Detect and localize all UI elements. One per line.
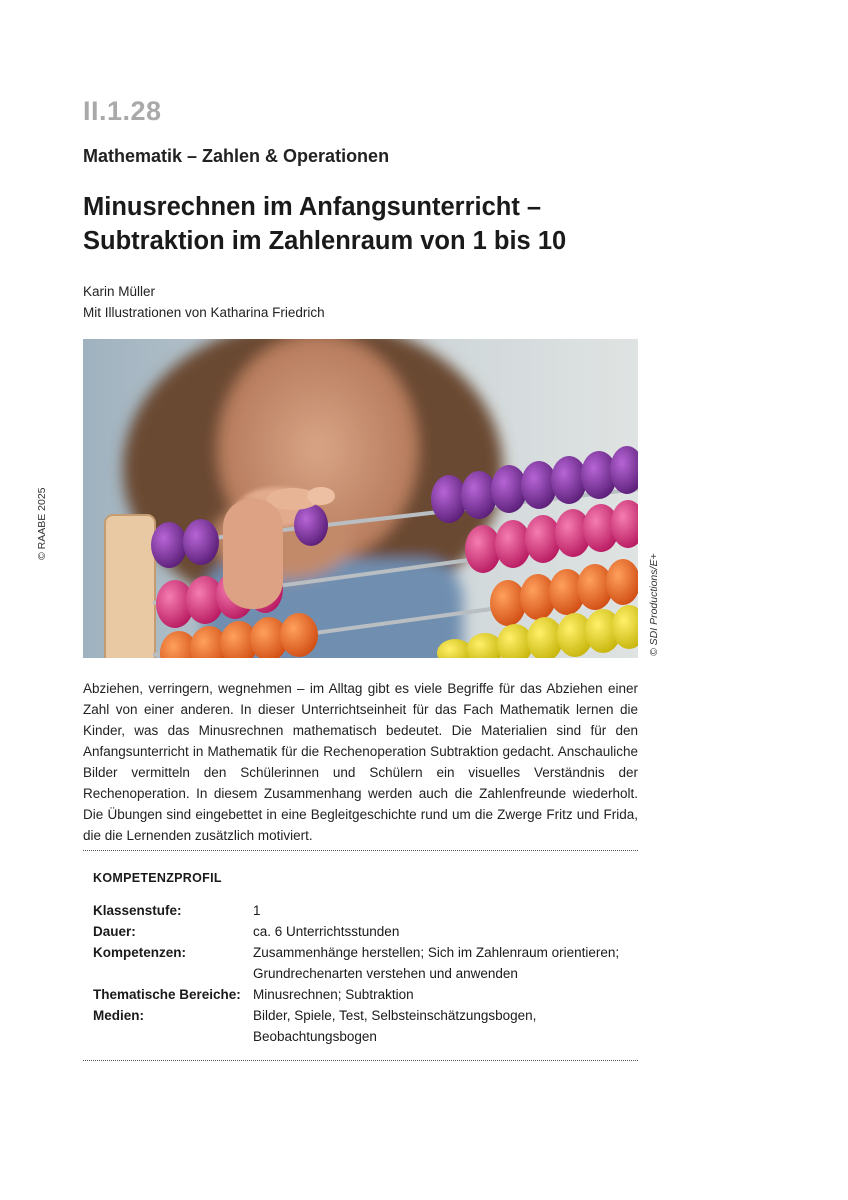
profile-value-line: ca. 6 Unterrichtsstunden (253, 924, 400, 939)
profile-value-line: Grundrechenarten verstehen und anwenden (253, 966, 518, 981)
title-line-1: Minusrechnen im Anfangsunterricht – (83, 193, 542, 221)
profile-label: Medien: (93, 1008, 145, 1023)
competence-profile (93, 900, 638, 1047)
profile-row (93, 900, 638, 921)
profile-value-line: Zusammenhänge herstellen; Sich im Zahlenraum orientieren; (253, 945, 620, 960)
profile-label: Kompetenzen: (93, 945, 187, 960)
profile-row (93, 1005, 638, 1047)
profile-row (93, 921, 638, 942)
profile-value-line: Beobachtungsbogen (253, 1029, 377, 1044)
title-line-2: Subtraktion im Zahlenraum von 1 bis 10 (83, 227, 567, 255)
copyright-notice: © RAABE 2025 (36, 487, 48, 560)
profile-value (253, 1005, 638, 1047)
profile-row (93, 942, 638, 984)
divider-bottom (83, 1060, 638, 1061)
profile-value-line: Minusrechnen; Subtraktion (253, 987, 414, 1002)
profile-value-line: Bilder, Spiele, Test, Selbsteinschätzungsbogen, (253, 1008, 537, 1023)
profile-value-line: 1 (253, 903, 261, 918)
photo-credit: © SDI Productions/E+ (648, 553, 660, 656)
illustrator-credit: Mit Illustrationen von Katharina Friedrich (83, 305, 325, 320)
subject-heading: Mathematik – Zahlen & Operationen (83, 146, 390, 166)
profile-row (93, 984, 638, 1005)
profile-value (253, 900, 638, 921)
unit-code: II.1.28 (83, 96, 162, 126)
intro-paragraph: Abziehen, verringern, wegnehmen – im Alltag gibt es viele Begriffe für das Abziehen einer Zahl von einer anderen. In dieser Unterrichtseinheit für das Fach Mathematik lernen die Kinder, was das Minusrechnen mathematisch bedeutet. Die Materialien sind für den Anfangsunterricht in Mathematik für die Rechenoperation Subtraktion gedacht. Anschauliche Bilder vermitteln den Schülerinnen und Schülern ein visuelles Verständnis der Rechenoperation. In diesem Zusammenhang werden auch die Zahlenfreunde wiederholt. Die Übungen sind eingebettet in eine Begleitgeschichte rund um die Zwerge Fritz und Frida, die die Lernenden zusätzlich motiviert. (83, 681, 638, 843)
profile-label: Dauer: (93, 924, 136, 939)
profile-value (253, 921, 638, 942)
profile-value (253, 942, 638, 984)
profile-heading: KOMPETENZPROFIL (93, 871, 222, 885)
author-name: Karin Müller (83, 284, 156, 299)
cover-photo (83, 339, 638, 658)
author-block (83, 281, 325, 323)
abacus-child-photo (83, 339, 638, 658)
profile-label: Thematische Bereiche: (93, 987, 241, 1002)
page-title (83, 190, 643, 258)
profile-value (253, 984, 638, 1005)
profile-label: Klassenstufe: (93, 903, 182, 918)
divider-top (83, 850, 638, 851)
